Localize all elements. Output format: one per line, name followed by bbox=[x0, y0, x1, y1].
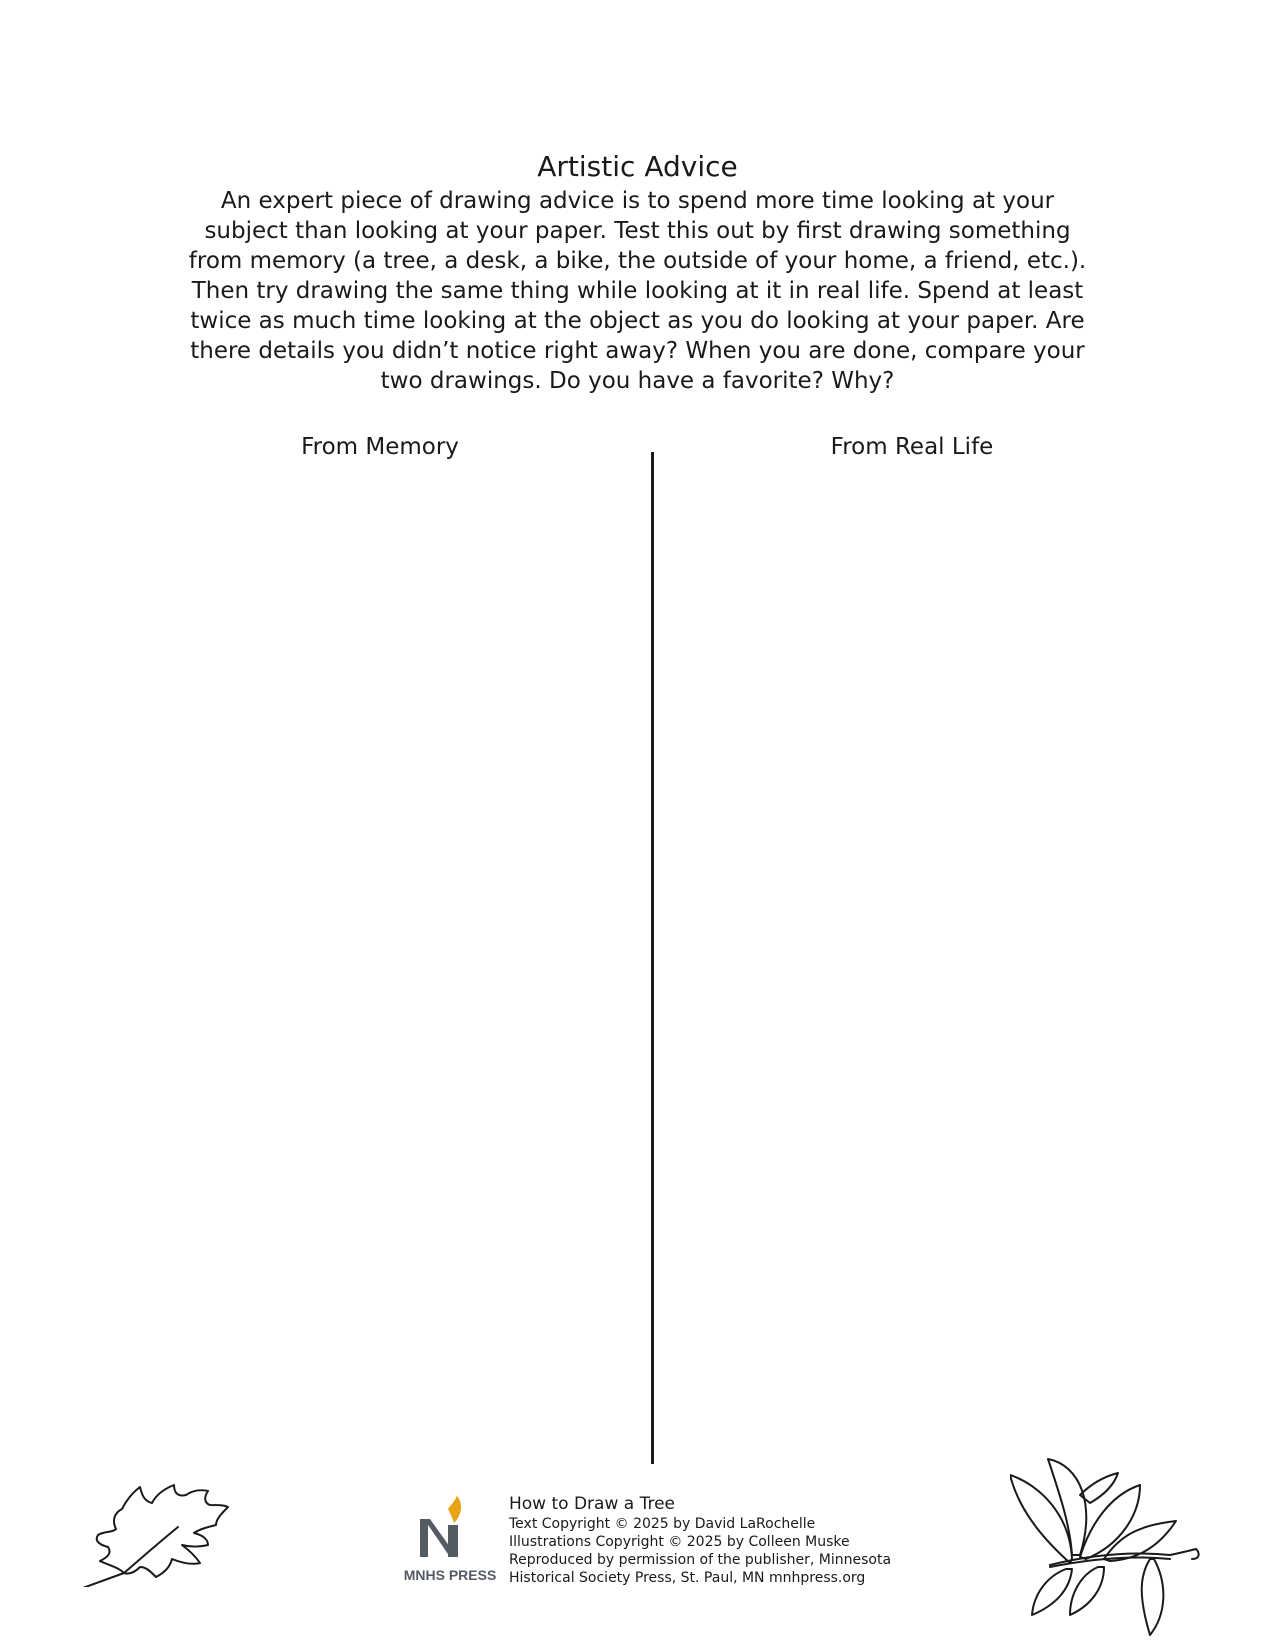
book-title: How to Draw a Tree bbox=[509, 1494, 676, 1514]
text-copyright: Text Copyright © 2025 by David LaRochelle bbox=[509, 1516, 816, 1532]
permission-line-1: Reproduced by permission of the publisher, Minnesota bbox=[509, 1552, 892, 1568]
real-life-drawing-area[interactable] bbox=[675, 490, 1245, 1450]
mnhs-press-logo bbox=[400, 1495, 500, 1585]
page-title: Artistic Advice bbox=[537, 150, 738, 183]
logo-text: MNHS PRESS bbox=[403, 1567, 497, 1583]
illustrations-copyright: Illustrations Copyright © 2025 by Colleen Muske bbox=[509, 1534, 850, 1550]
from-memory-label: From Memory bbox=[301, 434, 459, 460]
from-real-life-label: From Real Life bbox=[830, 434, 994, 460]
memory-drawing-area[interactable] bbox=[40, 490, 630, 1450]
credits-block bbox=[509, 1494, 929, 1587]
leafy-branch-icon bbox=[1010, 1455, 1210, 1640]
column-divider bbox=[651, 452, 654, 1464]
mnhs-logo-mark bbox=[400, 1495, 500, 1565]
maple-leaf-icon bbox=[78, 1475, 238, 1587]
intro-paragraph: An expert piece of drawing advice is to spend more time looking at your subject than looking at your paper. Test this out by first drawing something from memory (a tree, a desk, a bike, the outside of your home, a friend, etc.). Then try drawing the same thing while looking at it in real life. Spend at least twice as much time looking at the object as you do looking at your paper. Are there details you didn’t notice right away? When you are done, compare your two drawings. Do you have a favorite? Why? bbox=[188, 188, 1087, 394]
permission-line-2: Historical Society Press, St. Paul, MN mnhpress.org bbox=[509, 1570, 866, 1586]
